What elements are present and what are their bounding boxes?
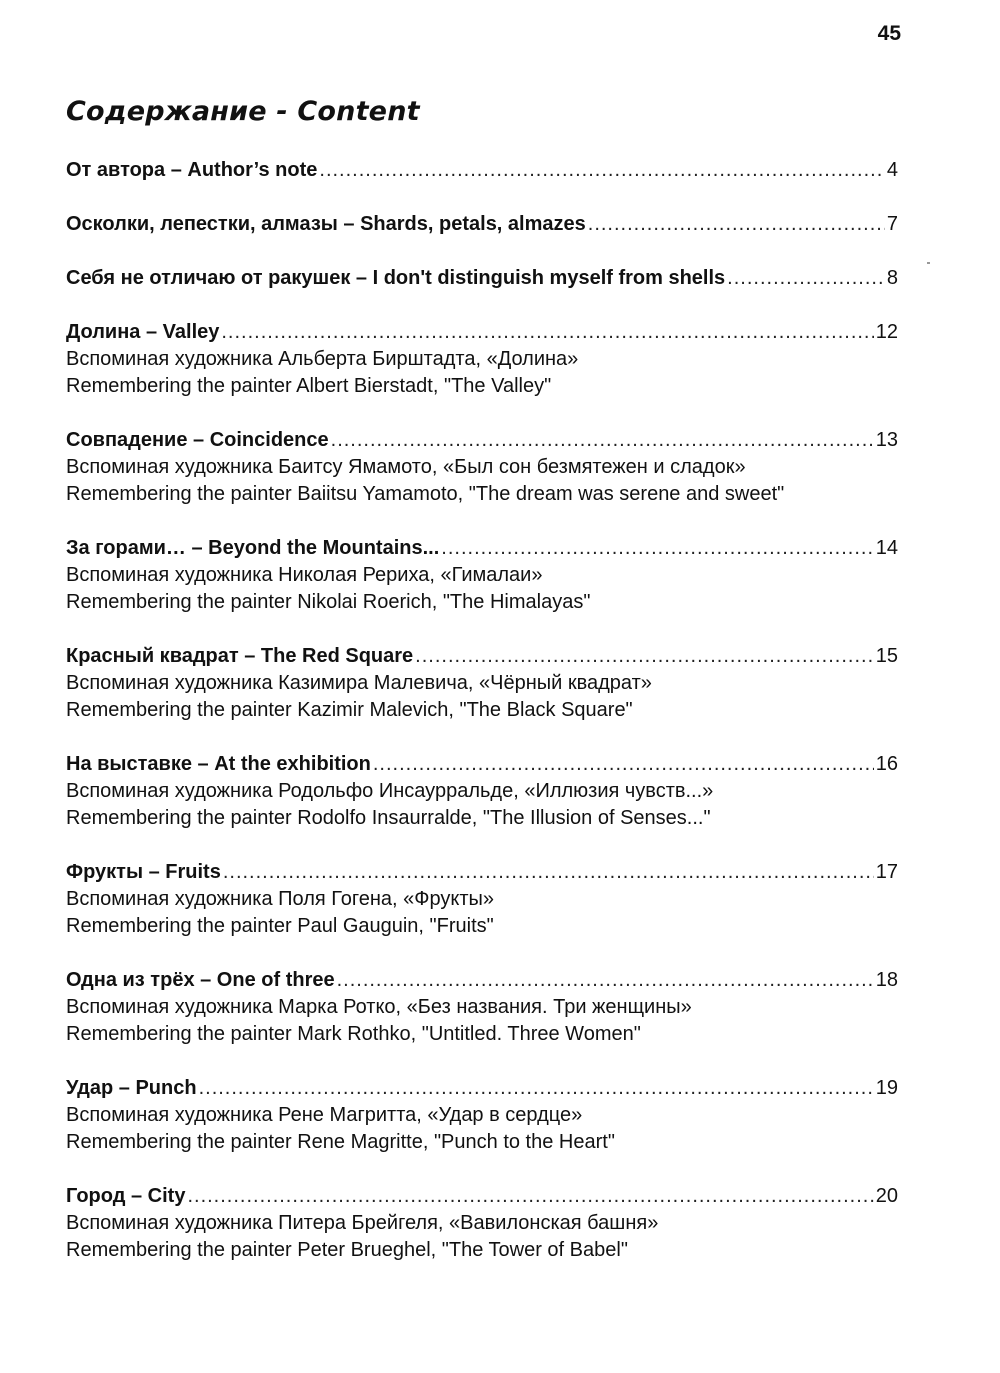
dot-leader bbox=[441, 535, 873, 562]
toc-entry-line[interactable] bbox=[66, 643, 898, 670]
toc-entry-page: 17 bbox=[875, 861, 898, 883]
dot-leader bbox=[187, 1183, 873, 1210]
toc-entry-page: 4 bbox=[886, 159, 898, 181]
toc-entry-subtitle: Вспоминая художника Николая Рериха, «Гималаи» bbox=[66, 564, 543, 586]
toc-entry-line[interactable] bbox=[66, 157, 898, 184]
toc-entry-title: Фрукты – Fruits bbox=[66, 861, 221, 883]
toc-entry-page: 18 bbox=[875, 969, 898, 991]
toc-entry bbox=[66, 751, 898, 832]
dot-leader bbox=[727, 265, 885, 292]
toc-entry-title: Одна из трёх – One of three bbox=[66, 969, 335, 991]
toc-entry-title: Долина – Valley bbox=[66, 321, 220, 343]
toc-entry-line[interactable] bbox=[66, 1075, 898, 1102]
toc-entry-subtitle: Вспоминая художника Баитсу Ямамото, «Был сон безмятежен и сладок» bbox=[66, 456, 746, 478]
toc-entry-line[interactable] bbox=[66, 751, 898, 778]
toc-entry-line[interactable] bbox=[66, 967, 898, 994]
toc-entry-line[interactable] bbox=[66, 211, 898, 238]
toc-entry-title: На выставке – At the exhibition bbox=[66, 753, 371, 775]
toc-entry-title: За горами… – Beyond the Mountains... bbox=[66, 537, 440, 559]
toc-entry bbox=[66, 319, 898, 400]
dot-leader bbox=[415, 643, 874, 670]
toc-entry bbox=[66, 859, 898, 940]
toc-entry-page: 7 bbox=[886, 213, 898, 235]
dot-leader bbox=[223, 859, 874, 886]
toc-entry-line[interactable] bbox=[66, 319, 898, 346]
toc-entry-subtitle: Вспоминая художника Марка Ротко, «Без названия. Три женщины» bbox=[66, 996, 692, 1018]
toc-entry-line[interactable] bbox=[66, 535, 898, 562]
toc-entry-line[interactable] bbox=[66, 265, 898, 292]
toc-entry-subtitle: Remembering the painter Peter Brueghel, "The Tower of Babel" bbox=[66, 1239, 628, 1261]
toc-entry-subtitle: Remembering the painter Nikolai Roerich, "The Himalayas" bbox=[66, 591, 591, 613]
dot-leader bbox=[373, 751, 874, 778]
toc-entry-page: 13 bbox=[875, 429, 898, 451]
page-title: Содержание - Content bbox=[66, 96, 420, 127]
dot-leader bbox=[588, 211, 885, 238]
toc-entry-title: От автора – Author’s note bbox=[66, 159, 318, 181]
toc-entry bbox=[66, 211, 898, 238]
dot-leader bbox=[199, 1075, 874, 1102]
dot-leader bbox=[319, 157, 884, 184]
toc-entry-page: 16 bbox=[875, 753, 898, 775]
toc-entry-subtitle: Remembering the painter Mark Rothko, "Untitled. Three Women" bbox=[66, 1023, 641, 1045]
toc-entry bbox=[66, 535, 898, 616]
toc-entry-line[interactable] bbox=[66, 427, 898, 454]
toc-entry-subtitle: Вспоминая художника Родольфо Инсаурральде, «Иллюзия чувств...» bbox=[66, 780, 714, 802]
toc-entry bbox=[66, 1183, 898, 1264]
dot-leader bbox=[331, 427, 874, 454]
toc-entry bbox=[66, 427, 898, 508]
toc-entry-title: Осколки, лепестки, алмазы – Shards, petals, almazes bbox=[66, 213, 586, 235]
toc-entry-title: Город – City bbox=[66, 1185, 186, 1207]
table-of-contents bbox=[66, 157, 898, 1291]
toc-entry-page: 8 bbox=[886, 267, 898, 289]
toc-entry-subtitle: Remembering the painter Rene Magritte, "Punch to the Heart" bbox=[66, 1131, 615, 1153]
toc-entry-subtitle: Remembering the painter Rodolfo Insaurralde, "The Illusion of Senses..." bbox=[66, 807, 711, 829]
scan-speck bbox=[927, 262, 930, 264]
toc-entry-subtitle: Remembering the painter Albert Bierstadt, "The Valley" bbox=[66, 375, 552, 397]
dot-leader bbox=[337, 967, 874, 994]
toc-entry-page: 14 bbox=[875, 537, 898, 559]
toc-entry-page: 20 bbox=[875, 1185, 898, 1207]
toc-entry bbox=[66, 643, 898, 724]
toc-entry-page: 19 bbox=[875, 1077, 898, 1099]
toc-entry-subtitle: Remembering the painter Kazimir Malevich, "The Black Square" bbox=[66, 699, 633, 721]
toc-entry-page: 12 bbox=[875, 321, 898, 343]
toc-entry-page: 15 bbox=[875, 645, 898, 667]
toc-entry-subtitle: Вспоминая художника Казимира Малевича, «Чёрный квадрат» bbox=[66, 672, 652, 694]
page-number: 45 bbox=[877, 22, 901, 45]
dot-leader bbox=[221, 319, 873, 346]
toc-entry-subtitle: Вспоминая художника Рене Магритта, «Удар в сердце» bbox=[66, 1104, 583, 1126]
toc-entry-subtitle: Remembering the painter Baiitsu Yamamoto, "The dream was serene and sweet" bbox=[66, 483, 785, 505]
toc-entry-subtitle: Remembering the painter Paul Gauguin, "Fruits" bbox=[66, 915, 494, 937]
toc-entry-title: Удар – Punch bbox=[66, 1077, 197, 1099]
toc-entry-title: Красный квадрат – The Red Square bbox=[66, 645, 414, 667]
toc-entry bbox=[66, 1075, 898, 1156]
toc-entry-title: Совпадение – Coincidence bbox=[66, 429, 329, 451]
toc-entry-line[interactable] bbox=[66, 1183, 898, 1210]
toc-entry-subtitle: Вспоминая художника Альберта Бирштадта, «Долина» bbox=[66, 348, 579, 370]
toc-entry bbox=[66, 157, 898, 184]
toc-entry-line[interactable] bbox=[66, 859, 898, 886]
toc-entry-subtitle: Вспоминая художника Питера Брейгеля, «Вавилонская башня» bbox=[66, 1212, 659, 1234]
toc-entry-title: Себя не отличаю от ракушек – I don't distinguish myself from shells bbox=[66, 267, 726, 289]
toc-entry bbox=[66, 967, 898, 1048]
toc-entry bbox=[66, 265, 898, 292]
toc-entry-subtitle: Вспоминая художника Поля Гогена, «Фрукты» bbox=[66, 888, 494, 910]
